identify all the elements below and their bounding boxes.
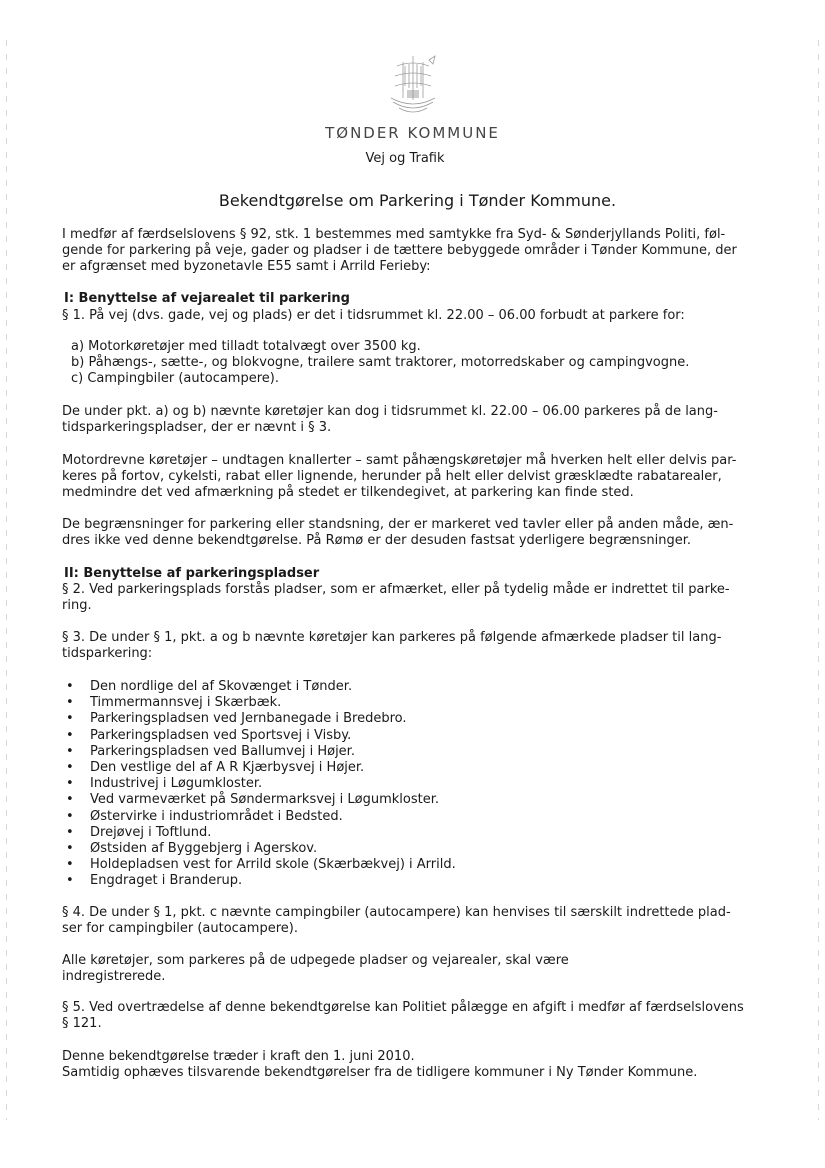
department-name: Vej og Trafik [365, 151, 445, 166]
section-2-heading: II: Benyttelse af parkeringspladser [64, 566, 320, 581]
list-item [62, 728, 456, 744]
vehicle-item-c: c) Campingbiler (autocampere). [71, 371, 279, 386]
section-2-paragraph-1 [62, 582, 762, 614]
paragraph-line: Samtidig ophæves tilsvarende bekendtgørelser fra de tidligere kommuner i Ny Tønder Kommune. [62, 1065, 698, 1080]
organization-name: TØNDER KOMMUNE [325, 124, 500, 142]
bullet-icon: • [66, 824, 74, 840]
bullet-icon: • [66, 857, 74, 873]
list-item-text: Engdraget i Branderup. [90, 873, 243, 889]
list-item-text: Industrivej i Løgumkloster. [90, 776, 263, 792]
list-item-text: Parkeringspladsen ved Ballumvej i Højer. [90, 743, 355, 759]
bullet-icon: • [66, 743, 74, 759]
list-item [62, 825, 456, 841]
paragraph-line: tidsparkeringspladser, der er nævnt i § 3. [62, 420, 332, 435]
effective-date-paragraph [62, 1049, 762, 1081]
coat-of-arms-seal-icon [385, 52, 441, 122]
bullet-icon: • [66, 840, 74, 856]
penalty-paragraph [62, 1000, 762, 1032]
list-item [62, 695, 456, 711]
paragraph-line: § 4. De under § 1, pkt. c nævnte campingbiler (autocampere) kan henvises til særskilt indrettede plad- [62, 905, 731, 920]
list-item [62, 809, 456, 825]
list-item [62, 792, 456, 808]
paragraph-line: § 1. På vej (dvs. gade, vej og plads) er det i tidsrummet kl. 22.00 – 06.00 forbudt at parkere for: [62, 308, 685, 323]
list-item [62, 776, 456, 792]
list-item [62, 873, 456, 889]
list-item-text: Den vestlige del af A R Kjærbysvej i Højer. [90, 759, 365, 775]
paragraph-line: ser for campingbiler (autocampere). [62, 921, 298, 936]
paragraph-line: Motordrevne køretøjer – undtagen knallerter – samt påhængskøretøjer må hverken helt eller delvis par- [62, 453, 737, 468]
bullet-icon: • [66, 873, 74, 889]
vehicle-item-a: a) Motorkøretøjer med tilladt totalvægt over 3500 kg. [71, 339, 421, 354]
list-item-text: Drejøvej i Toftlund. [90, 824, 212, 840]
list-item-text: Parkeringspladsen ved Sportsvej i Visby. [90, 727, 352, 743]
section-1-heading: I: Benyttelse af vejarealet til parkering [64, 291, 350, 306]
list-item [62, 744, 456, 760]
section-2-paragraph-2 [62, 630, 762, 662]
paragraph-line: § 3. De under § 1, pkt. a og b nævnte køretøjer kan parkeres på følgende afmærkede pladser til lang- [62, 630, 722, 645]
paragraph-line: § 121. [62, 1016, 102, 1031]
paragraph-line: ring. [62, 598, 92, 613]
intro-line: gende for parkering på veje, gader og pladser i de tættere bebyggede områder i Tønder Kommune, der [62, 243, 737, 258]
bullet-icon: • [66, 711, 74, 727]
paragraph-line: medmindre det ved afmærkning på stedet er tilkendegivet, at parkering kan finde sted. [62, 485, 634, 500]
list-item [62, 857, 456, 873]
intro-line: I medfør af færdselslovens § 92, stk. 1 bestemmes med samtykke fra Syd- & Sønderjyllands Politi, føl- [62, 227, 726, 242]
paragraph-line: De begrænsninger for parkering eller standsning, der er markeret ved tavler eller på anden måde, æn- [62, 517, 734, 532]
parking-places-list [62, 679, 456, 889]
section-1-paragraph-2 [62, 404, 762, 436]
bullet-icon: • [66, 759, 74, 775]
bullet-icon: • [66, 727, 74, 743]
list-item-text: Holdepladsen vest for Arrild skole (Skærbækvej) i Arrild. [90, 857, 456, 873]
list-item [62, 711, 456, 727]
bullet-icon: • [66, 695, 74, 711]
intro-line: er afgrænset med byzonetavle E55 samt i Arrild Ferieby: [62, 259, 431, 274]
list-item-text: Østervirke i industriområdet i Bedsted. [90, 808, 343, 824]
bullet-icon: • [66, 679, 74, 694]
list-item [62, 760, 456, 776]
vehicle-item-b: b) Påhængs-, sætte-, og blokvogne, trailere samt traktorer, motorredskaber og campingvogne. [71, 355, 690, 370]
list-item [62, 841, 456, 857]
paragraph-line: keres på fortov, cykelsti, rabat eller lignende, herunder på helt eller delvist græsklædte rabatarealer, [62, 469, 722, 484]
paragraph-line: Denne bekendtgørelse træder i kraft den 1. juni 2010. [62, 1049, 415, 1064]
section-1-paragraph-1 [62, 308, 762, 324]
page-title: Bekendtgørelse om Parkering i Tønder Kommune. [218, 191, 617, 210]
section-1-paragraph-3 [62, 453, 762, 501]
paragraph-line: indregistrerede. [62, 969, 166, 984]
list-item-text: Timmermannsvej i Skærbæk. [90, 695, 282, 711]
registration-paragraph [62, 953, 762, 985]
intro-paragraph [62, 227, 762, 275]
paragraph-line: § 2. Ved parkeringsplads forstås pladser, som er afmærket, eller på tydelig måde er indrettet til parke- [62, 582, 730, 597]
list-item-text: Den nordlige del af Skovænget i Tønder. [90, 679, 353, 694]
paragraph-line: De under pkt. a) og b) nævnte køretøjer kan dog i tidsrummet kl. 22.00 – 06.00 parkeres på de lang- [62, 404, 718, 419]
paragraph-line: Alle køretøjer, som parkeres på de udpegede pladser og vejarealer, skal være [62, 953, 569, 968]
list-item-text: Østsiden af Byggebjerg i Agerskov. [90, 840, 318, 856]
bullet-icon: • [66, 808, 74, 824]
list-item [62, 679, 456, 695]
paragraph-line: dres ikke ved denne bekendtgørelse. På Rømø er der desuden fastsat yderligere begrænsninger. [62, 533, 692, 548]
section-1-paragraph-4 [62, 517, 762, 549]
list-item-text: Ved varmeværket på Søndermarksvej i Løgumkloster. [90, 792, 440, 808]
paragraph-line: § 5. Ved overtrædelse af denne bekendtgørelse kan Politiet pålægge en afgift i medfør af færdselslovens [62, 1000, 744, 1015]
list-item-text: Parkeringspladsen ved Jernbanegade i Bredebro. [90, 711, 407, 727]
bullet-icon: • [66, 792, 74, 808]
section-2-paragraph-4-camping [62, 905, 762, 937]
bullet-icon: • [66, 776, 74, 792]
paragraph-line: tidsparkering: [62, 646, 153, 661]
